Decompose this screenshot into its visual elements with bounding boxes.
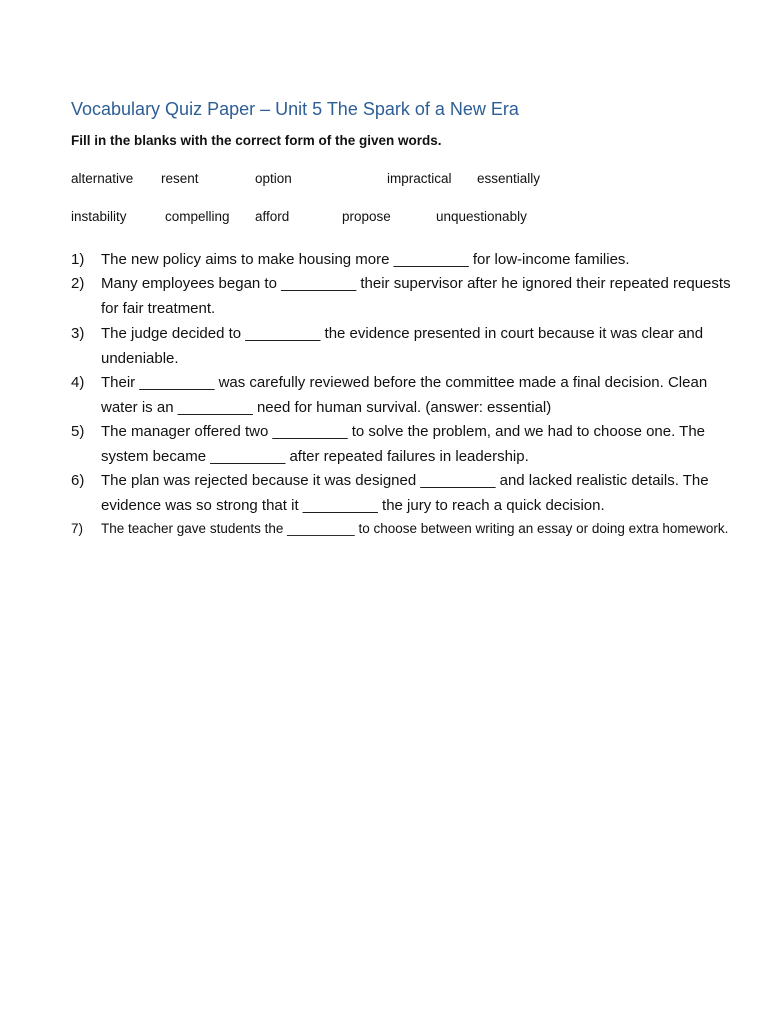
question-text: The plan was rejected because it was designed _________ and lacked realistic details. The evidence was so strong that it _________ the jury to reach a quick decision. [101, 472, 709, 514]
page-title: Vocabulary Quiz Paper – Unit 5 The Spark of a New Era [71, 99, 519, 119]
word-bank-item: alternative [71, 171, 134, 186]
word-bank-item: afford [255, 209, 290, 224]
question-number: 2) [71, 275, 85, 292]
question-text: The manager offered two _________ to solve the problem, and we had to choose one. The system became _________ after repeated failures in leadership. [101, 423, 706, 465]
question-number: 4) [71, 374, 85, 391]
word-bank-item: compelling [165, 209, 230, 224]
word-bank-item: propose [342, 209, 391, 224]
question-number: 6) [71, 472, 85, 489]
question-number: 7) [71, 521, 84, 536]
question-number: 5) [71, 423, 85, 440]
question-text: The judge decided to _________ the evidence presented in court because it was clear and undeniable. [101, 325, 704, 367]
word-bank-item: instability [71, 209, 127, 224]
instruction-text: Fill in the blanks with the correct form of the given words. [71, 133, 442, 148]
word-bank-item: option [255, 171, 292, 186]
word-bank-item: essentially [477, 171, 541, 186]
question-number: 1) [71, 251, 85, 268]
word-bank-item: impractical [387, 171, 452, 186]
question-number: 3) [71, 325, 85, 342]
question-text: The teacher gave students the _________ to choose between writing an essay or doing extra homework. [101, 521, 729, 536]
word-bank-item: unquestionably [436, 209, 527, 224]
question-text: The new policy aims to make housing more _________ for low-income families. [101, 251, 630, 268]
question-text: Many employees began to _________ their supervisor after he ignored their repeated requests for fair treatment. [101, 275, 731, 317]
word-bank-item: resent [161, 171, 199, 186]
question-text: Their _________ was carefully reviewed before the committee made a final decision. Clean water is an _________ need for human survival. (answer: essential) [101, 374, 708, 416]
